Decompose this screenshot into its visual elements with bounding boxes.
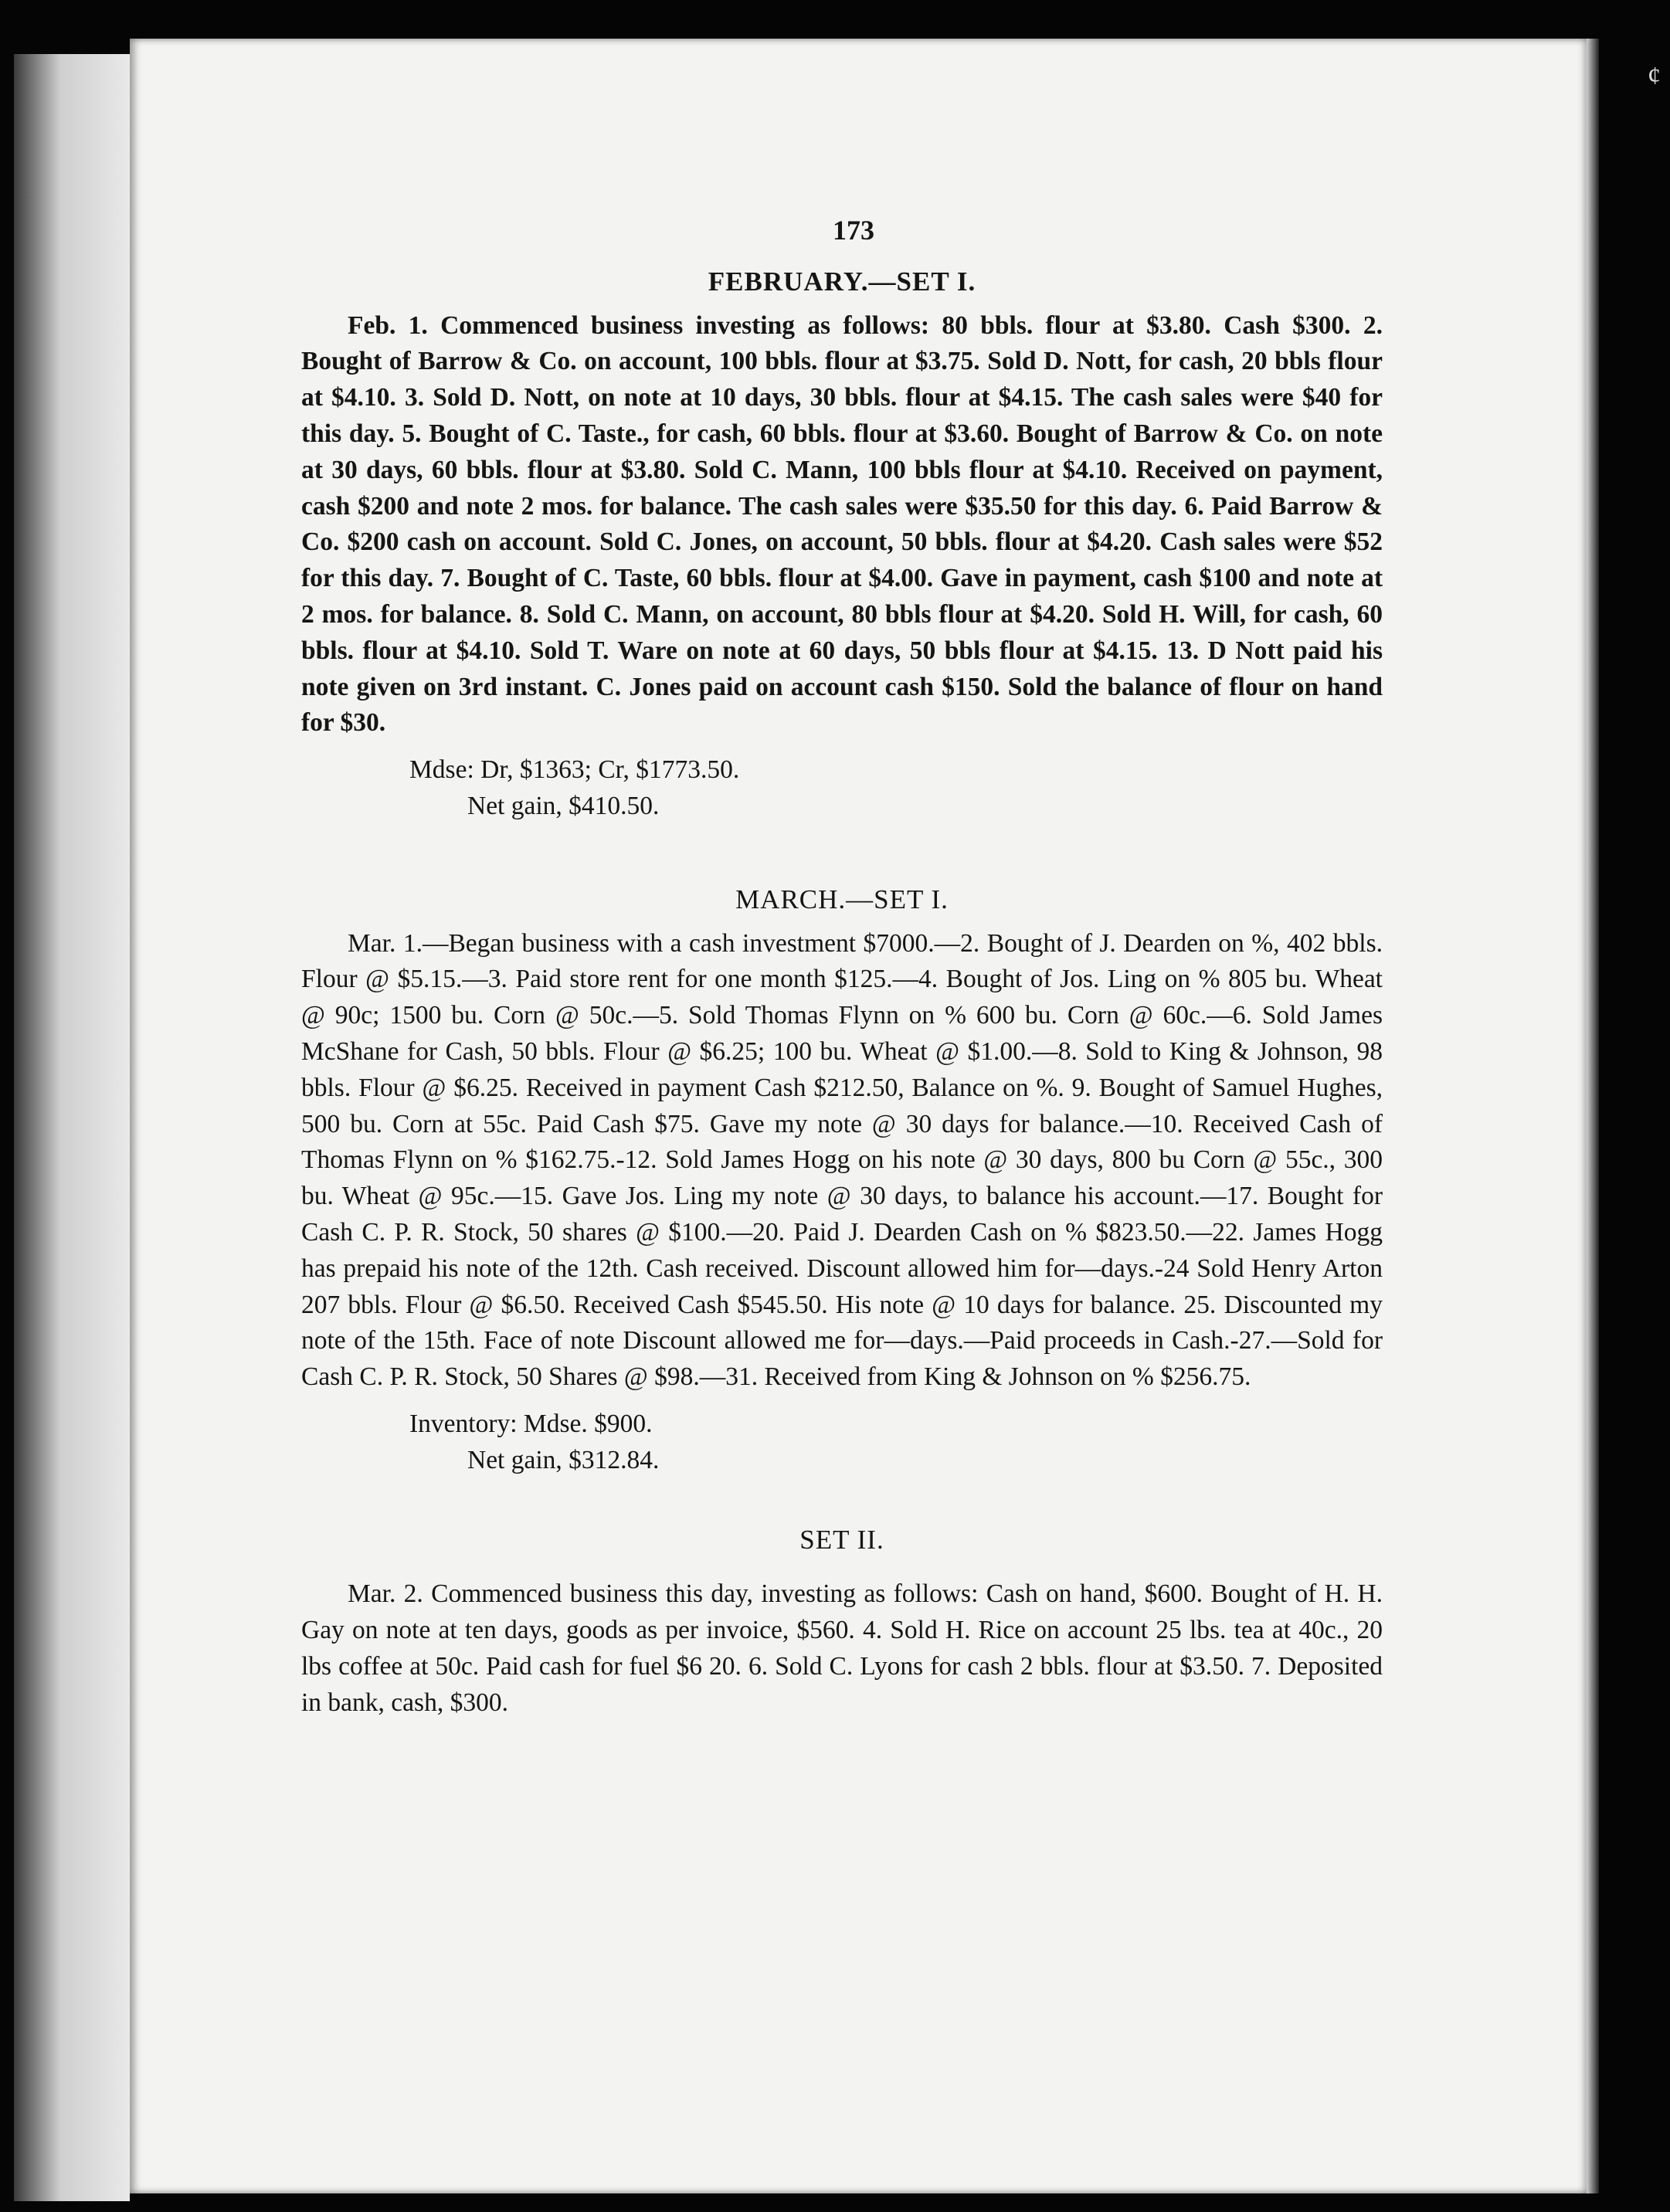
february-mdse-line: Mdse: Dr, $1363; Cr, $1773.50. bbox=[409, 755, 740, 785]
march-body: Mar. 1.—Began business with a cash investment $7000.—2. Bought of J. Dearden on %, 402 bbls. Flour @ $5.15.—3. Paid store rent for one month $125.—4. Bought of Jos. Ling on % 805 bu. Wheat @ 90c; 1500 bu. Corn @ 50c.—5. Sold Thomas Flynn on % 600 bu. Corn @ 60c.—6. Sold James McShane for Cash, 50 bbls. Flour @ $6.25; 100 bu. Wheat @ $1.00.—8. Sold to King & Johnson, 98 bbls. Flour @ $6.25. Received in payment Cash $212.50, Balance on %. 9. Bought of Samuel Hughes, 500 bu. Corn at 55c. Paid Cash $75. Gave my note @ 30 days for balance.—10. Received Cash of Thomas Flynn on % $162.75.-12. Sold James Hogg on his note @ 30 days, 800 bu Corn @ 55c., 300 bu. Wheat @ 95c.—15. Gave Jos. Ling my note @ 30 days, to balance his account.—17. Bought for Cash C. P. R. Stock, 50 shares @ $100.—20. Paid J. Dearden Cash on % $823.50.—22. James Hogg has prepaid his note of the 12th. Cash received. Discount allowed him for—days.-24 Sold Henry Arton 207 bbls. Flour @ $6.50. Received Cash $545.50. His note @ 10 days for balance. 25. Discounted my note of the 15th. Face of note Discount allowed me for—days.—Paid proceeds in Cash.-27.—Sold for Cash C. P. R. Stock, 50 Shares @ $98.—31. Received from King & Johnson on % $256.75. bbox=[301, 928, 1383, 1392]
february-section bbox=[301, 264, 1383, 825]
set2-body: Mar. 2. Commenced business this day, investing as follows: Cash on hand, $600. Bought of H. H. Gay on note at ten days, goods as per invoice, $560. 4. Sold H. Rice on account 25 lbs. tea at 40c., 20 lbs coffee at 50c. Paid cash for fuel $6 20. 6. Sold C. Lyons for cash 2 bbls. flour at $3.50. 7. Deposited in bank, cash, $300. bbox=[301, 1579, 1383, 1717]
page-right-edge bbox=[1587, 39, 1599, 2193]
previous-page-edge bbox=[14, 54, 130, 2201]
february-net-gain: Net gain, $410.50. bbox=[467, 791, 660, 820]
march-net-gain: Net gain, $312.84. bbox=[467, 1445, 660, 1474]
february-body: Feb. 1. Commenced business investing as follows: 80 bbls. flour at $3.80. Cash $300. 2. Bought of Barrow & Co. on account, 100 bbls. flour at $3.75. Sold D. Nott, for cash, 20 bbls flour at $4.10. 3. Sold D. Nott, on note at 10 days, 30 bbls. flour at $4.15. The cash sales were $40 for this day. 5. Bought of C. Taste., for cash, 60 bbls. flour at $3.60. Bought of Barrow & Co. on note at 30 days, 60 bbls. flour at $3.80. Sold C. Mann, 100 bbls flour at $4.10. Received on payment, cash $200 and note 2 mos. for balance. The cash sales were $35.50 for this day. 6. Paid Barrow & Co. $200 cash on account. Sold C. Jones, on account, 50 bbls. flour at $4.20. Cash sales were $52 for this day. 7. Bought of C. Taste, 60 bbls. flour at $4.00. Gave in payment, cash $100 and note at 2 mos. for balance. 8. Sold C. Mann, on account, 80 bbls flour at $4.20. Sold H. Will, for cash, 60 bbls. flour at $4.10. Sold T. Ware on note at 60 days, 50 bbls flour at $4.15. 13. D Nott paid his note given on 3rd instant. C. Jones paid on account cash $150. Sold the balance of flour on hand for $30. bbox=[301, 310, 1383, 738]
march-section bbox=[301, 882, 1383, 1479]
corner-mark: ¢ bbox=[1648, 62, 1661, 90]
march-inventory-line: Inventory: Mdse. $900. bbox=[409, 1409, 653, 1438]
page-number: 173 bbox=[833, 215, 874, 246]
page-content bbox=[301, 212, 1383, 1721]
set2-title: SET II. bbox=[799, 1524, 884, 1555]
set2-section bbox=[301, 1522, 1383, 1722]
march-title: MARCH.—SET I. bbox=[735, 884, 949, 914]
february-title: FEBRUARY.—SET I. bbox=[708, 266, 976, 297]
